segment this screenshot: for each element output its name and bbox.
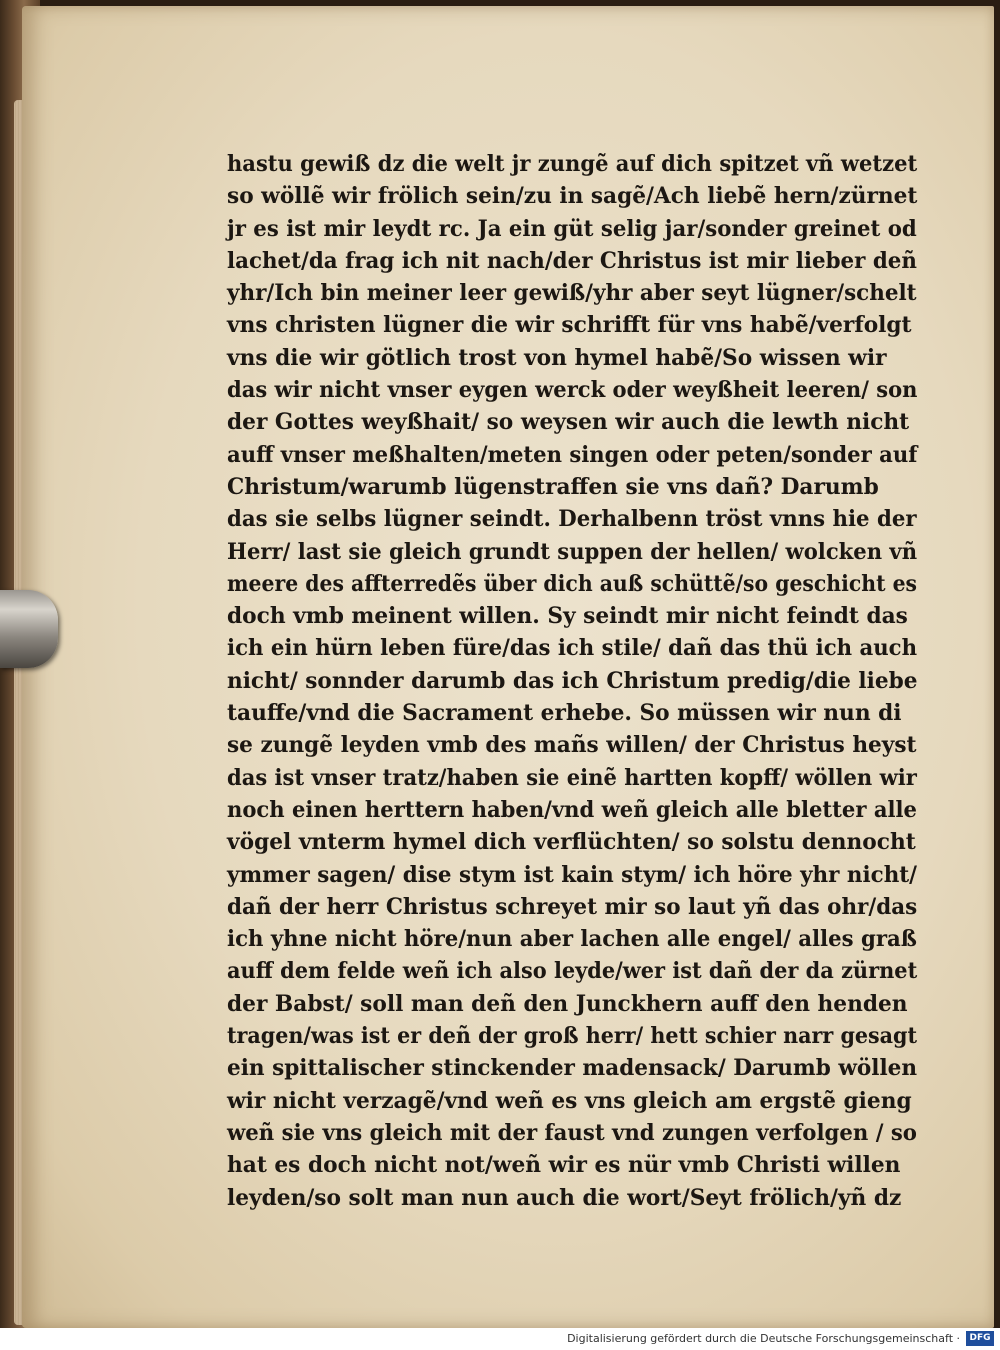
text-line: se zungẽ leyden vmb des mañs willen/ der Christus heyst	[227, 732, 917, 759]
text-line: das ist vnser tratz/haben sie einẽ hartten kopff/ wöllen wir	[227, 764, 917, 791]
text-line: hastu gewiß dz die welt jr zungẽ auf dich spitzet vñ wetzet	[227, 151, 918, 177]
text-line: doch vmb meinent willen. Sy seindt mir nicht feindt das	[227, 603, 908, 630]
text-line: auff vnser meßhalten/meten singen oder peten/sonder auf	[227, 441, 918, 468]
page-text-block	[227, 148, 927, 1214]
text-line: yhr/Ich bin meiner leer gewiß/yhr aber seyt lügner/schelt	[227, 280, 917, 307]
text-line: meere des affterredẽs über dich auß schüttẽ/so geschicht es	[227, 570, 918, 597]
dfg-logo: DFG	[966, 1331, 994, 1346]
text-line: leyden/so solt man nun auch die wort/Seyt frölich/yñ dz	[227, 1184, 902, 1211]
text-line: der Babst/ soll man deñ den Junckhern auff den henden	[227, 990, 908, 1017]
text-line: Christum/warumb lügenstraffen sie vns dañ? Darumb	[227, 473, 879, 500]
text-line: ymmer sagen/ dise stym ist kain stym/ ich höre yhr nicht/	[227, 861, 918, 888]
text-line: vögel vnterm hymel dich verflüchten/ so solstu dennocht	[227, 829, 916, 856]
text-line: vns christen lügner die wir schrifft für vns habẽ/verfolgt	[227, 312, 912, 339]
text-line: so wöllẽ wir frölich sein/zu in sagẽ/Ach liebẽ hern/zürnet	[227, 183, 918, 210]
text-line: wir nicht verzagẽ/vnd weñ es vns gleich am ergstẽ gieng	[227, 1087, 912, 1114]
digitization-footer	[0, 1328, 1000, 1350]
text-line: weñ sie vns gleich mit der faust vnd zungen verfolgen / so	[227, 1119, 917, 1146]
text-line: dañ der herr Christus schreyet mir so laut yñ das ohr/das	[227, 893, 918, 920]
text-line: vns die wir götlich trost von hymel habẽ/So wissen wir	[227, 344, 887, 371]
text-line: ich yhne nicht höre/nun aber lachen alle engel/ alles graß	[227, 926, 917, 953]
text-line: lachet/da frag ich nit nach/der Christus ist mir lieber deñ	[227, 247, 917, 274]
text-line: das wir nicht vnser eygen werck oder weyßheit leeren/ son	[227, 377, 918, 404]
text-line: der Gottes weyßhait/ so weysen wir auch die lewth nicht	[227, 409, 910, 436]
text-line: nicht/ sonnder darumb das ich Christum predig/die liebe	[227, 667, 918, 694]
text-line: das sie selbs lügner seindt. Derhalbenn tröst vnns hie der	[227, 506, 917, 533]
text-line: tauffe/vnd die Sacrament erhebe. So müssen wir nun di	[227, 700, 902, 727]
book-page	[22, 6, 994, 1328]
text-line: ein spittalischer stinckender madensack/ Darumb wöllen	[227, 1055, 918, 1082]
text-line: hat es doch nicht not/weñ wir es nür vmb Christi willen	[227, 1152, 901, 1179]
book-clasp	[0, 590, 58, 668]
text-line: noch einen herttern haben/vnd weñ gleich alle bletter alle	[227, 796, 917, 823]
text-line: ich ein hürn leben füre/das ich stile/ dañ das thü ich auch	[227, 635, 917, 662]
footer-credit: Digitalisierung gefördert durch die Deutsche Forschungsgemeinschaft ·	[567, 1332, 960, 1345]
text-line: Herr/ last sie gleich grundt suppen der hellen/ wolcken vñ	[227, 538, 918, 565]
text-line: tragen/was ist er deñ der groß herr/ hett schier narr gesagt	[227, 1023, 918, 1050]
text-line: auff dem felde weñ ich also leyde/wer ist dañ der da zürnet	[227, 958, 918, 985]
text-line: jr es ist mir leydt rc. Ja ein güt selig jar/sonder greinet od	[227, 215, 917, 242]
